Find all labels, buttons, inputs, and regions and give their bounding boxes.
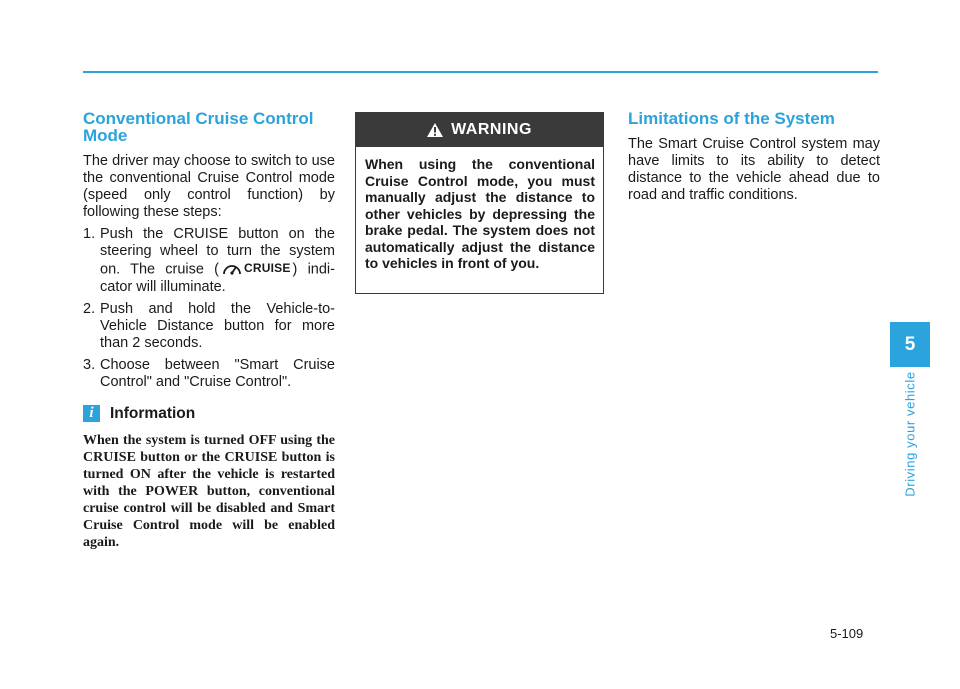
warning-text: When using the conventional Cruise Control mode, you must manually adjust the distance to other vehicles by depressing the brake pedal. The system does not automatically adjust the distance to vehicles in front of you.: [365, 156, 595, 271]
page-number: 5-109: [830, 626, 864, 641]
left-column: [83, 110, 335, 551]
list-item: [83, 301, 335, 352]
cruise-indicator-icon: [221, 260, 291, 277]
cruise-indicator-label: CRUISE: [244, 261, 291, 275]
right-column: [628, 110, 880, 209]
step-text: Choose between "Smart Cruise Control" and "Cruise Control".: [100, 356, 335, 390]
step-number: 3.: [83, 356, 96, 373]
step-number: 1.: [83, 226, 96, 242]
warning-triangle-icon: [427, 123, 443, 137]
warning-box: [355, 112, 604, 294]
warning-title: WARNING: [451, 121, 532, 138]
step-text: Push the CRUISE button on the steering wheel to turn the system on. The cruise (: [100, 226, 335, 278]
chapter-title: Driving your vehicle: [902, 371, 918, 497]
step-number: 2.: [83, 300, 96, 317]
step-text: Push and hold the Vehicle-to-Vehicle Distance button for more than 2 seconds.: [100, 300, 335, 351]
section-heading-limitations: Limitations of the System: [628, 109, 835, 128]
limitations-paragraph: The Smart Cruise Control system may have limits to its ability to detect distance to the vehicle ahead due to road and traffic conditions.: [628, 136, 880, 203]
list-item: [83, 226, 335, 296]
warning-header: [356, 113, 603, 147]
information-icon: i: [83, 405, 100, 422]
list-item: [83, 357, 335, 391]
section-heading-conventional-cruise: Conventional Cruise Control Mode: [83, 109, 314, 145]
chapter-number-tab: 5: [890, 322, 930, 367]
information-title: Information: [110, 404, 196, 422]
step-text-continued: ) indicator will illuminate.: [100, 261, 335, 295]
steps-list: [83, 226, 335, 391]
information-body: When the system is turned OFF using the CRUISE button or the CRUISE button is turned ON after the vehicle is restarted with the POWER button, conventional cruise control will be disabled and Smart Cruise Control mode will be enabled again.: [83, 432, 335, 550]
information-header: [83, 405, 335, 423]
top-rule: [83, 71, 878, 73]
intro-paragraph: The driver may choose to switch to use the conventional Cruise Control mode (speed only control function) by following these steps:: [83, 153, 335, 220]
